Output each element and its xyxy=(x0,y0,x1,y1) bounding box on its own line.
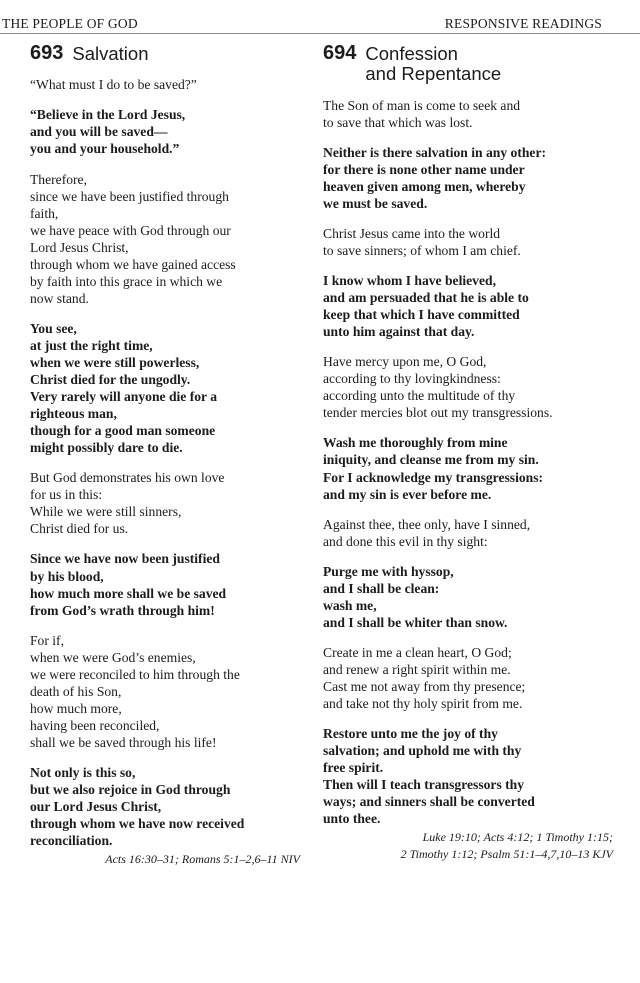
response-stanza xyxy=(30,106,300,157)
reading-694 xyxy=(323,43,613,862)
reading-name-line: Salvation xyxy=(72,43,149,64)
verse-line: for there is none other name under xyxy=(323,161,525,177)
verse-line: through whom we have gained access xyxy=(30,256,236,272)
verse-line: we must be saved. xyxy=(323,195,428,211)
citation-line: Acts 16:30–31; Romans 5:1–2,6–11 NIV xyxy=(105,852,300,867)
reading-title xyxy=(323,43,613,85)
verse-line: having been reconciled, xyxy=(30,717,160,733)
verse-line: might possibly dare to die. xyxy=(30,440,183,456)
verse-line: faith, xyxy=(30,205,59,221)
verse-line: by faith into this grace in which we xyxy=(30,273,223,289)
verse-line: Therefore, xyxy=(30,171,87,187)
verse-line: While we were still sinners, xyxy=(30,504,182,520)
running-header xyxy=(0,10,640,34)
citation-line: 2 Timothy 1:12; Psalm 51:1–4,7,10–13 KJV xyxy=(400,846,613,861)
verse-line: For I acknowledge my transgressions: xyxy=(323,469,544,485)
verse-line: and you will be saved— xyxy=(30,124,168,140)
verse-line: and I shall be clean: xyxy=(323,580,440,596)
verse-line: “Believe in the Lord Jesus, xyxy=(30,107,186,123)
reading-name-line: and Repentance xyxy=(365,63,502,85)
verse-line: according unto the multitude of thy xyxy=(323,388,516,404)
verse-line: Restore unto me the joy of thy xyxy=(323,726,498,742)
verse-line: Then will I teach transgressors thy xyxy=(323,777,525,793)
verse-line: I know whom I have believed, xyxy=(323,273,496,289)
reading-number: 694 xyxy=(323,42,357,64)
verse-line: through whom we have now received xyxy=(30,816,245,832)
verse-line: wash me, xyxy=(323,597,377,613)
verse-line: and take not thy holy spirit from me. xyxy=(323,696,523,712)
verse-line: at just the right time, xyxy=(30,337,153,353)
verse-line: free spirit. xyxy=(323,760,384,776)
leader-stanza xyxy=(30,469,300,537)
verse-line: Create in me a clean heart, O God; xyxy=(323,644,512,660)
response-stanza xyxy=(323,272,613,340)
verse-line: for us in this: xyxy=(30,487,103,503)
verse-line: Very rarely will anyone die for a xyxy=(30,389,218,405)
reading-name-line: Confession xyxy=(365,43,458,64)
verse-line: Against thee, thee only, have I sinned, xyxy=(323,516,531,532)
verse-line: how much more shall we be saved xyxy=(30,585,227,601)
leader-stanza xyxy=(323,353,613,421)
page-category-heading: RESPONSIVE READINGS xyxy=(444,16,602,31)
citation-line: Luke 19:10; Acts 4:12; 1 Timothy 1:15; xyxy=(422,830,613,845)
verse-line: heaven given among men, whereby xyxy=(323,178,526,194)
verse-line: shall we be saved through his life! xyxy=(30,734,217,750)
verse-line: and done this evil in thy sight: xyxy=(323,533,488,549)
verse-line: from God’s wrath through him! xyxy=(30,602,215,618)
response-stanza xyxy=(30,550,300,618)
verse-line: You see, xyxy=(30,320,77,336)
verse-line: how much more, xyxy=(30,700,122,716)
leader-stanza xyxy=(30,632,300,751)
leader-stanza xyxy=(30,76,300,93)
verse-line: and renew a right spirit within me. xyxy=(323,661,511,677)
verse-line: ways; and sinners shall be converted xyxy=(323,794,535,810)
verse-line: unto thee. xyxy=(323,811,381,827)
verse-line: unto him against that day. xyxy=(323,324,475,340)
verse-line: tender mercies blot out my transgressions. xyxy=(323,405,553,421)
verse-line: keep that which I have committed xyxy=(323,307,520,323)
verse-line: For if, xyxy=(30,632,64,648)
response-stanza xyxy=(323,725,613,827)
verse-line: Cast me not away from thy presence; xyxy=(323,679,526,694)
verse-line: and my sin is ever before me. xyxy=(323,486,492,502)
leader-stanza xyxy=(323,97,613,131)
verse-line: death of his Son, xyxy=(30,683,122,699)
verse-line: to save that which was lost. xyxy=(323,114,473,130)
verse-line: Not only is this so, xyxy=(30,764,136,780)
scripture-citation xyxy=(323,829,613,862)
response-stanza xyxy=(30,320,300,456)
verse-line: when we were God’s enemies, xyxy=(30,649,196,665)
verse-line: by his blood, xyxy=(30,568,104,584)
leader-stanza xyxy=(323,516,613,550)
section-heading: THE PEOPLE OF GOD xyxy=(2,16,138,31)
verse-line: though for a good man someone xyxy=(30,423,216,439)
verse-line: to save sinners; of whom I am chief. xyxy=(323,243,521,259)
verse-line: our Lord Jesus Christ, xyxy=(30,799,162,815)
response-stanza xyxy=(30,764,300,849)
verse-line: Lord Jesus Christ, xyxy=(30,239,129,255)
reading-name xyxy=(72,43,148,64)
verse-line: But God demonstrates his own love xyxy=(30,470,225,486)
verse-line: and I shall be whiter than snow. xyxy=(323,614,508,630)
response-stanza xyxy=(323,144,613,212)
verse-line: The Son of man is come to seek and xyxy=(323,97,521,113)
verse-line: Christ died for the ungodly. xyxy=(30,372,191,388)
verse-line: Christ died for us. xyxy=(30,521,129,537)
verse-line: you and your household.” xyxy=(30,141,180,157)
verse-line: Since we have now been justified xyxy=(30,551,220,567)
verse-line: we have peace with God through our xyxy=(30,222,231,238)
verse-line: when we were still powerless, xyxy=(30,355,200,370)
leader-stanza xyxy=(30,171,300,307)
leader-stanza xyxy=(323,225,613,259)
response-stanza xyxy=(323,434,613,502)
verse-line: according to thy lovingkindness: xyxy=(323,371,501,387)
verse-line: Christ Jesus came into the world xyxy=(323,225,501,241)
verse-line: Wash me thoroughly from mine xyxy=(323,435,508,451)
verse-line: “What must I do to be saved?” xyxy=(30,77,197,93)
verse-line: but we also rejoice in God through xyxy=(30,782,231,798)
verse-line: and am persuaded that he is able to xyxy=(323,290,529,306)
verse-line: now stand. xyxy=(30,290,89,306)
reading-title xyxy=(30,43,300,64)
verse-line: we were reconciled to him through the xyxy=(30,666,240,682)
verse-line: Have mercy upon me, O God, xyxy=(323,354,487,370)
verse-line: righteous man, xyxy=(30,406,117,422)
verse-line: Purge me with hyssop, xyxy=(323,563,454,579)
verse-line: iniquity, and cleanse me from my sin. xyxy=(323,452,539,468)
verse-line: salvation; and uphold me with thy xyxy=(323,743,522,759)
reading-number: 693 xyxy=(30,42,64,64)
header-divider xyxy=(0,33,640,34)
response-stanza xyxy=(323,563,613,631)
reading-name xyxy=(365,43,501,85)
leader-stanza xyxy=(323,644,613,712)
verse-line: reconciliation. xyxy=(30,833,113,849)
verse-line: since we have been justified through xyxy=(30,188,229,204)
scripture-citation xyxy=(30,851,300,868)
reading-693 xyxy=(30,43,300,868)
verse-line: Neither is there salvation in any other: xyxy=(323,144,547,160)
